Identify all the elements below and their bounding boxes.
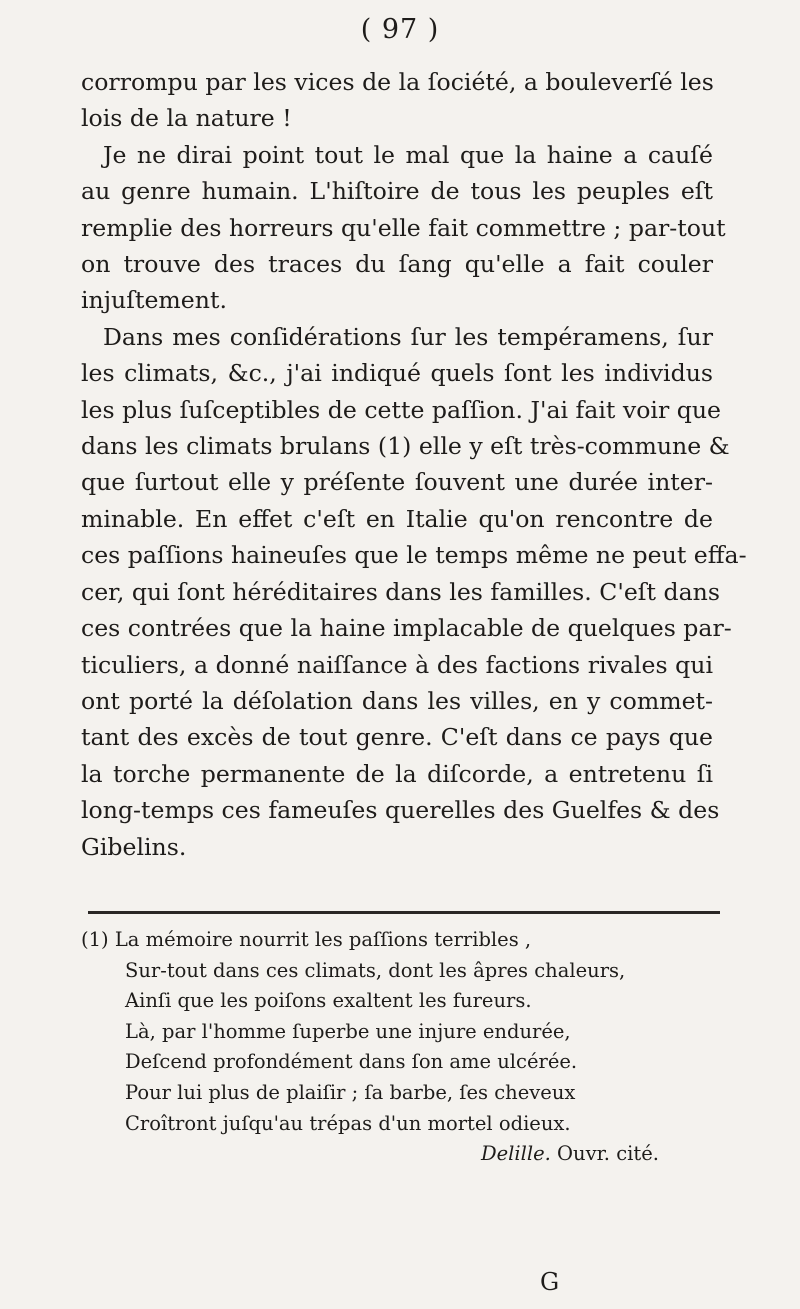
footnote-line: Pour lui plus de plaiſir ; ſa barbe, ſes cheveux	[125, 1080, 576, 1104]
footnote-attribution	[81, 1139, 713, 1170]
footnote-line: Croîtront juſqu'au trépas d'un mortel odieux.	[125, 1111, 571, 1135]
footnote-author: Delille.	[481, 1142, 551, 1166]
text-line: Je ne dirai point tout le mal que la haine a cauſé	[103, 140, 713, 169]
footnote	[81, 925, 713, 1170]
footnote-source: Ouvr. cité.	[550, 1142, 659, 1166]
text-line: lois de la nature !	[81, 104, 292, 133]
text-line: Gibelins.	[81, 832, 187, 861]
footnote-line: (1) La mémoire nourrit les paſſions terribles ,	[81, 928, 532, 951]
text-line: dans les climats brulans (1) elle y eſt très-commune &	[81, 432, 730, 461]
text-line: injuſtement.	[81, 286, 227, 315]
page-number: ( 97 )	[360, 14, 440, 45]
footnote-line: Là, par l'homme ſuperbe une injure endurée,	[125, 1019, 571, 1043]
text-line: ces contrées que la haine implacable de quelques par-	[81, 614, 732, 643]
text-line: ticuliers, a donné naiſſance à des factions rivales qui	[81, 650, 713, 679]
text-line: corrompu par les vices de la ſociété, a bouleverſé les	[81, 68, 714, 96]
text-line: cer, qui ſont héréditaires dans les familles. C'eſt dans	[81, 577, 720, 606]
signature-mark: G	[540, 1268, 560, 1296]
text-line: remplie des horreurs qu'elle fait commettre ; par-tout	[81, 213, 726, 242]
footnote-line: Sur-tout dans ces climats, dont les âpres chaleurs,	[125, 958, 626, 982]
text-line: les climats, &c., j'ai indiqué quels ſont les individus	[81, 359, 713, 388]
footnote-line: Ainſi que les poiſons exaltent les fureurs.	[125, 989, 532, 1013]
main-text	[81, 64, 747, 865]
text-line: au genre humain. L'hiſtoire de tous les peuples eſt	[81, 177, 713, 206]
footnote-line: Deſcend profondément dans ſon ame ulcérée.	[125, 1050, 578, 1074]
text-line: que ſurtout elle y préſente ſouvent une durée inter-	[81, 468, 713, 497]
text-line: long-temps ces fameuſes querelles des Guelfes & des	[81, 796, 720, 825]
text-line: ont porté la déſolation dans les villes, en y commet-	[81, 686, 713, 715]
text-line: Dans mes conſidérations ſur les tempéramens, ſur	[103, 322, 713, 351]
footnote-divider	[88, 911, 720, 914]
text-line: on trouve des traces du ſang qu'elle a fait couler	[81, 250, 713, 279]
text-line: tant des excès de tout genre. C'eſt dans ce pays que	[81, 723, 713, 752]
text-line: la torche permanente de la diſcorde, a entretenu ſi	[81, 759, 713, 788]
text-line: ces paſſions haineuſes que le temps même ne peut effa-	[81, 541, 747, 570]
text-line: minable. En effet c'eſt en Italie qu'on rencontre de	[81, 504, 713, 533]
text-line: les plus ſuſceptibles de cette paſſion. J'ai fait voir que	[81, 395, 722, 424]
